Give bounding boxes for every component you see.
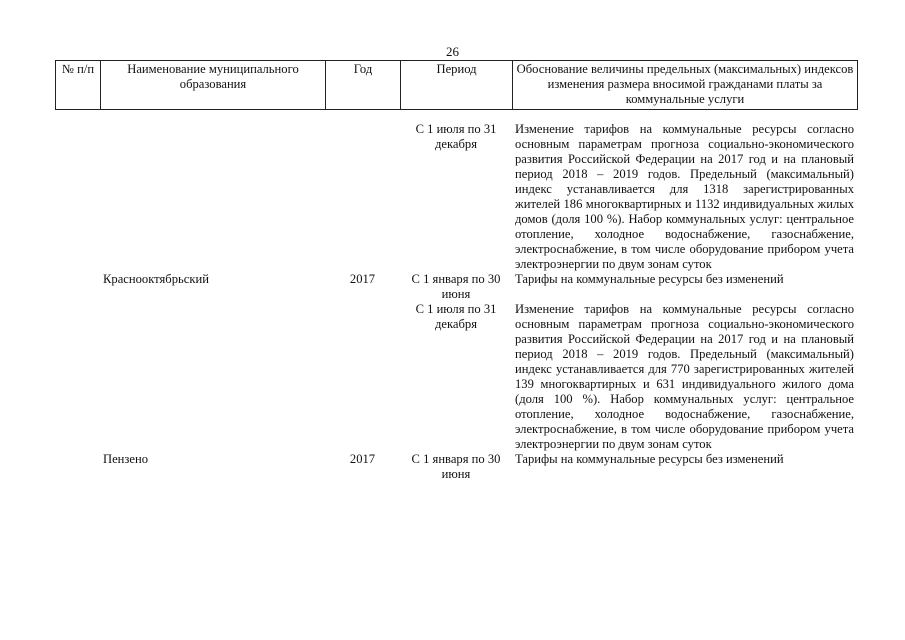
header-period: Период	[401, 61, 513, 110]
municipality-name: Пензено	[103, 452, 149, 466]
row-number	[55, 302, 100, 452]
year-cell	[325, 302, 400, 452]
header-justification: Обоснование величины предельных (максимальных) индексов изменения размера вносимой гражданами платы за коммунальные услуги	[513, 61, 858, 110]
row-number	[55, 122, 100, 272]
justification-cell: Изменение тарифов на коммунальные ресурсы согласно основным параметрам прогноза социально-экономического развития Российской Федерации на 2017 год и на плановый период 2018 – 2019 годов. Предельный (максимальный) индекс устанавливается для 1318 зарегистрированных жителей 186 многоквартирных и 1132 индивидуальных жилых домов (доля 100 %). Набор коммунальных услуг: центральное отопление, холодное водоснабжение, газоснабжение, электроснабжение, в том числе оборудование прибором учета электроэнергии по двум зонам суток	[515, 122, 854, 271]
header-row	[56, 61, 858, 110]
header-number: № п/п	[56, 61, 101, 110]
period-cell: С 1 июля по 31 декабря	[415, 302, 497, 331]
page-number: 26	[446, 44, 459, 59]
period-cell: С 1 января по 30 июня	[411, 272, 501, 301]
header-year: Год	[326, 61, 401, 110]
table-row	[55, 272, 857, 302]
header-municipality: Наименование муниципального образования	[101, 61, 326, 110]
table-row	[55, 122, 857, 272]
municipality-name: Краснооктябрьский	[103, 272, 209, 286]
table-body	[55, 122, 857, 482]
justification-cell: Изменение тарифов на коммунальные ресурсы согласно основным параметрам прогноза социально-экономического развития Российской Федерации на 2017 год и на плановый период 2018 – 2019 годов. Предельный (максимальный) индекс устанавливается для 770 зарегистрированных жителей 139 многоквартирных и 631 индивидуального жилого дома (доля 100 %). Набор коммунальных услуг: центральное отопление, холодное водоснабжение, газоснабжение, электроснабжение, в том числе оборудование прибором учета электроэнергии по двум зонам суток	[515, 302, 854, 451]
table-header	[55, 60, 858, 110]
period-cell: С 1 июля по 31 декабря	[415, 122, 497, 151]
table-row	[55, 302, 857, 452]
table-row	[55, 452, 857, 482]
municipality-name	[100, 302, 325, 452]
row-number	[55, 272, 100, 302]
year-cell	[325, 122, 400, 272]
municipality-name	[100, 122, 325, 272]
justification-cell: Тарифы на коммунальные ресурсы без изменений	[515, 452, 784, 466]
period-cell: С 1 января по 30 июня	[411, 452, 501, 481]
justification-cell: Тарифы на коммунальные ресурсы без изменений	[515, 272, 784, 286]
year-cell: 2017	[349, 452, 376, 466]
row-number	[55, 452, 100, 482]
year-cell: 2017	[349, 272, 376, 286]
